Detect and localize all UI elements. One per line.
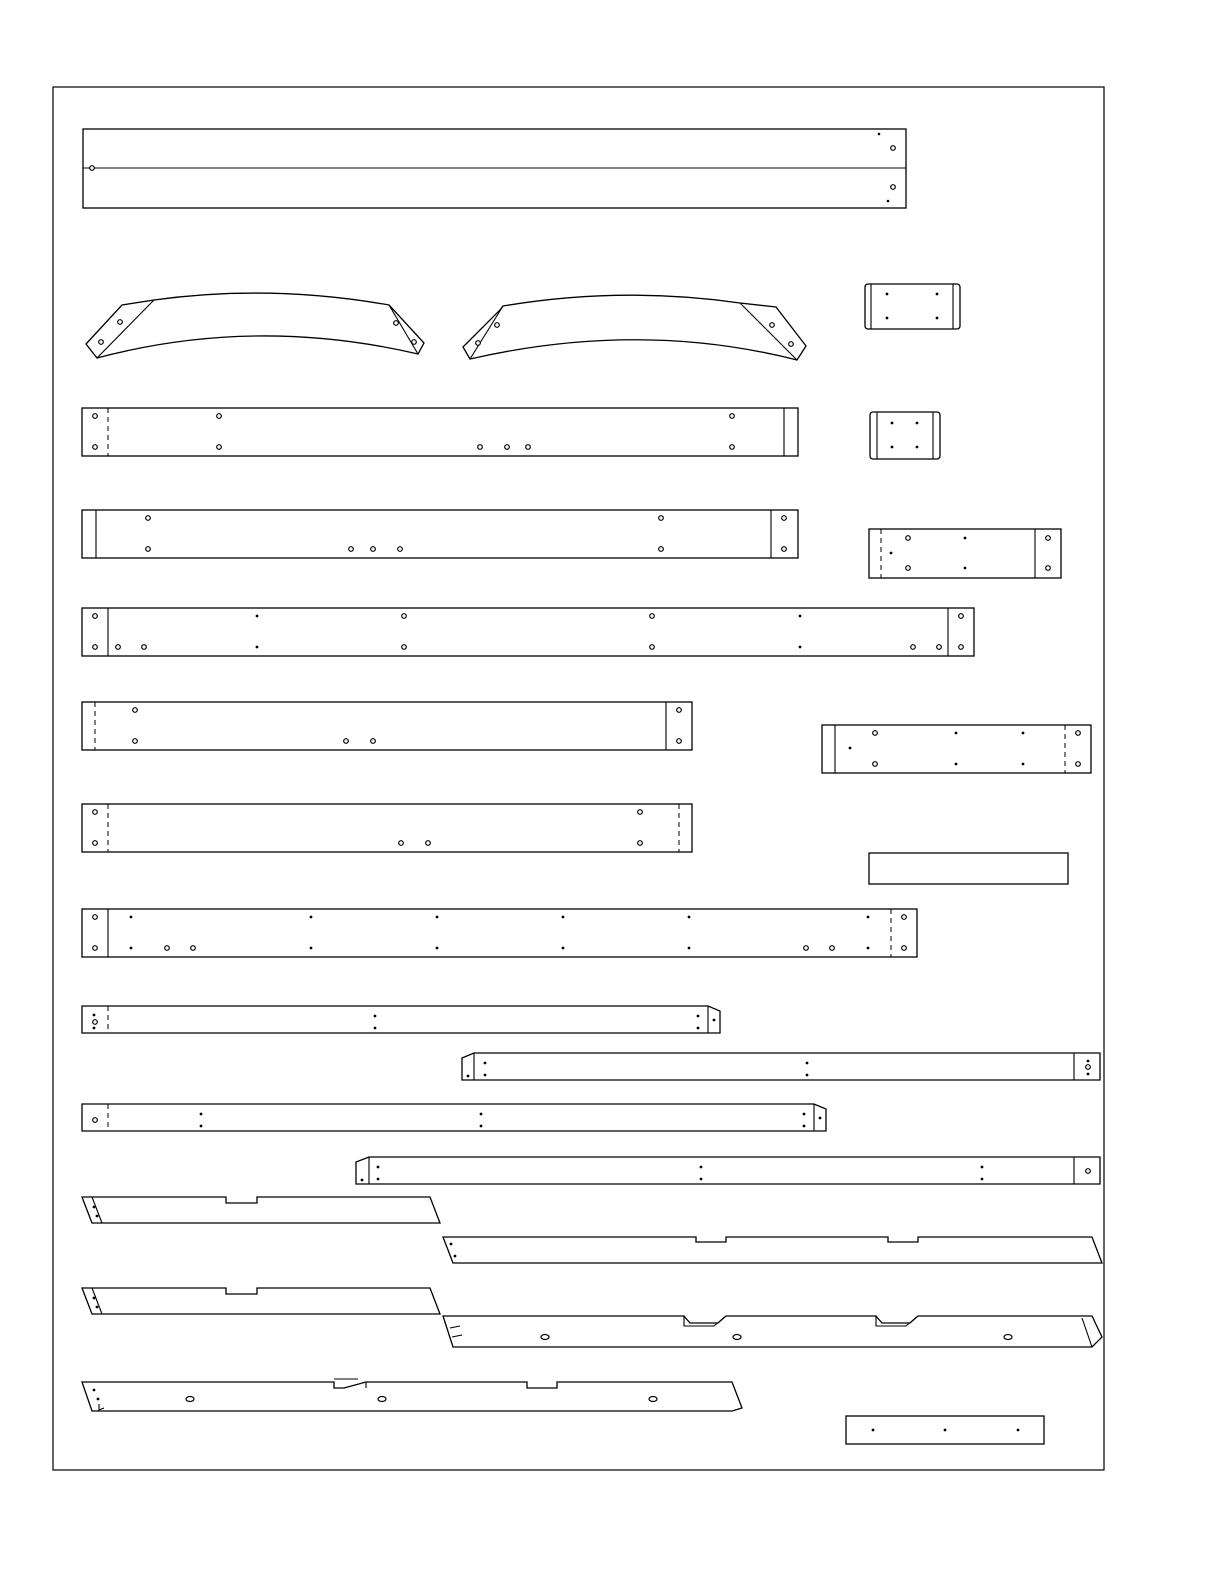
beam-3: [82, 608, 974, 656]
rail-2: [462, 1053, 1100, 1080]
rail-4: [356, 1157, 1100, 1184]
angled-slat-3: [82, 1288, 440, 1314]
block-c: [869, 529, 1061, 578]
angled-slat-2: [443, 1237, 1102, 1263]
angled-slat-1: [82, 1197, 440, 1223]
curved-arch-right: [463, 295, 806, 360]
rail-1: [82, 1006, 720, 1033]
small-block-b: [870, 412, 940, 459]
plain-slat: [869, 853, 1068, 884]
angled-beam-4: [443, 1316, 1102, 1347]
small-block-a: [865, 284, 960, 329]
beam-1: [82, 408, 798, 456]
beam-5: [82, 804, 692, 852]
block-d: [822, 725, 1091, 773]
short-slat: [846, 1416, 1044, 1444]
beam-2: [82, 510, 798, 558]
long-double-board: [83, 129, 906, 208]
curved-arch-left: [86, 293, 424, 358]
beam-6: [82, 909, 917, 957]
beam-4: [82, 702, 692, 750]
rail-3: [82, 1104, 826, 1131]
angled-beam-5: [82, 1379, 742, 1411]
